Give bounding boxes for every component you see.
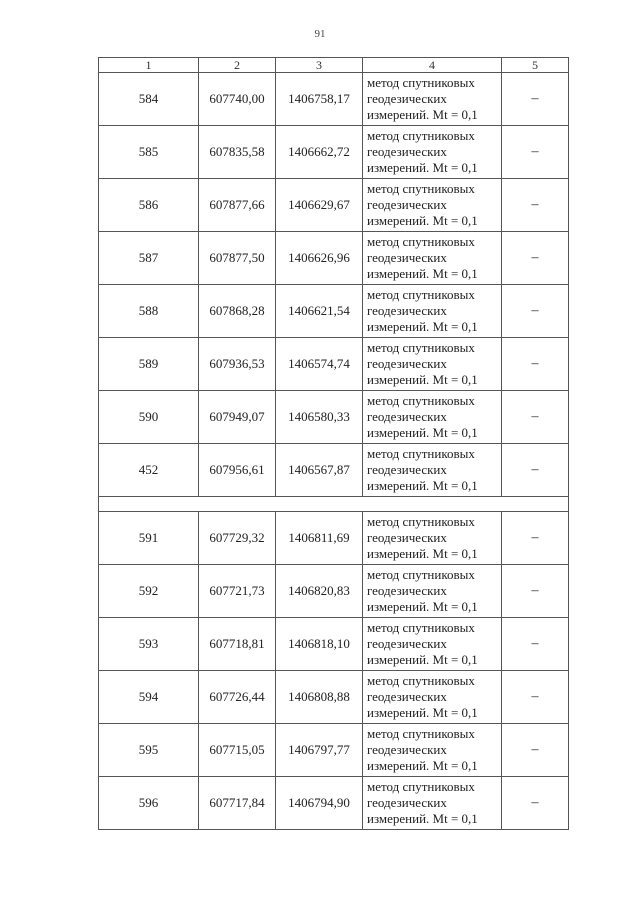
method-line: метод спутниковых: [367, 673, 475, 688]
method-line: геодезических: [367, 409, 447, 424]
empty-value-dash: –: [502, 565, 569, 618]
coordinate-y: 1406621,54: [276, 285, 363, 338]
method-line: метод спутниковых: [367, 287, 475, 302]
coordinate-x: 607729,32: [199, 512, 276, 565]
method-line: метод спутниковых: [367, 514, 475, 529]
method-line: геодезических: [367, 742, 447, 757]
method-line: метод спутниковых: [367, 779, 475, 794]
column-header: 2: [199, 58, 276, 73]
point-number: 587: [99, 232, 199, 285]
empty-value-dash: –: [502, 671, 569, 724]
table-row: [99, 565, 569, 618]
method-line: измерений. Mt = 0,1: [367, 266, 478, 281]
method-line: геодезических: [367, 795, 447, 810]
coordinate-x: 607877,66: [199, 179, 276, 232]
point-number: 584: [99, 73, 199, 126]
coordinate-x: 607726,44: [199, 671, 276, 724]
coordinate-y: 1406662,72: [276, 126, 363, 179]
method-line: измерений. Mt = 0,1: [367, 705, 478, 720]
method-line: измерений. Mt = 0,1: [367, 372, 478, 387]
method-description: [363, 285, 502, 338]
coordinate-y: 1406820,83: [276, 565, 363, 618]
method-line: геодезических: [367, 91, 447, 106]
column-header: 1: [99, 58, 199, 73]
coordinate-y: 1406567,87: [276, 444, 363, 497]
method-description: [363, 444, 502, 497]
coordinate-x: 607835,58: [199, 126, 276, 179]
method-description: [363, 777, 502, 830]
point-number: 588: [99, 285, 199, 338]
table-row: [99, 179, 569, 232]
empty-value-dash: –: [502, 179, 569, 232]
point-number: 591: [99, 512, 199, 565]
method-description: [363, 179, 502, 232]
point-number: 590: [99, 391, 199, 444]
table-row: [99, 444, 569, 497]
column-header: 3: [276, 58, 363, 73]
empty-value-dash: –: [502, 126, 569, 179]
empty-value-dash: –: [502, 232, 569, 285]
coordinate-y: 1406574,74: [276, 338, 363, 391]
table-row: [99, 338, 569, 391]
empty-value-dash: –: [502, 777, 569, 830]
point-number: 585: [99, 126, 199, 179]
coordinate-y: 1406758,17: [276, 73, 363, 126]
method-line: измерений. Mt = 0,1: [367, 546, 478, 561]
method-line: геодезических: [367, 583, 447, 598]
method-description: [363, 338, 502, 391]
column-header: 5: [502, 58, 569, 73]
table-row: [99, 777, 569, 830]
empty-value-dash: –: [502, 73, 569, 126]
table-row: [99, 512, 569, 565]
method-line: геодезических: [367, 303, 447, 318]
coordinate-y: 1406794,90: [276, 777, 363, 830]
method-description: [363, 671, 502, 724]
table-body: [99, 73, 569, 830]
method-line: метод спутниковых: [367, 726, 475, 741]
method-line: измерений. Mt = 0,1: [367, 478, 478, 493]
coordinates-table: [98, 57, 569, 830]
coordinate-x: 607740,00: [199, 73, 276, 126]
method-line: геодезических: [367, 530, 447, 545]
method-line: метод спутниковых: [367, 340, 475, 355]
coordinate-x: 607956,61: [199, 444, 276, 497]
method-line: измерений. Mt = 0,1: [367, 319, 478, 334]
point-number: 594: [99, 671, 199, 724]
empty-value-dash: –: [502, 285, 569, 338]
method-line: метод спутниковых: [367, 393, 475, 408]
coordinate-y: 1406626,96: [276, 232, 363, 285]
method-line: измерений. Mt = 0,1: [367, 758, 478, 773]
coordinate-x: 607868,28: [199, 285, 276, 338]
method-line: геодезических: [367, 250, 447, 265]
empty-value-dash: –: [502, 338, 569, 391]
method-description: [363, 73, 502, 126]
coordinate-y: 1406580,33: [276, 391, 363, 444]
method-line: метод спутниковых: [367, 75, 475, 90]
method-line: геодезических: [367, 144, 447, 159]
empty-value-dash: –: [502, 724, 569, 777]
table-row: [99, 73, 569, 126]
table-row: [99, 285, 569, 338]
method-description: [363, 232, 502, 285]
coordinate-x: 607715,05: [199, 724, 276, 777]
coordinate-x: 607717,84: [199, 777, 276, 830]
coordinate-x: 607721,73: [199, 565, 276, 618]
empty-value-dash: –: [502, 391, 569, 444]
method-line: измерений. Mt = 0,1: [367, 425, 478, 440]
separator-cell: [99, 497, 569, 512]
coordinate-x: 607718,81: [199, 618, 276, 671]
method-line: измерений. Mt = 0,1: [367, 599, 478, 614]
empty-value-dash: –: [502, 618, 569, 671]
coordinate-y: 1406808,88: [276, 671, 363, 724]
method-description: [363, 618, 502, 671]
method-description: [363, 565, 502, 618]
method-line: метод спутниковых: [367, 181, 475, 196]
empty-value-dash: –: [502, 444, 569, 497]
method-line: геодезических: [367, 636, 447, 651]
point-number: 586: [99, 179, 199, 232]
method-line: геодезических: [367, 197, 447, 212]
column-header: 4: [363, 58, 502, 73]
coordinate-y: 1406797,77: [276, 724, 363, 777]
point-number: 593: [99, 618, 199, 671]
table-row: [99, 724, 569, 777]
method-description: [363, 512, 502, 565]
group-separator-row: [99, 497, 569, 512]
table-row: [99, 671, 569, 724]
method-line: метод спутниковых: [367, 620, 475, 635]
coordinate-y: 1406629,67: [276, 179, 363, 232]
method-line: геодезических: [367, 356, 447, 371]
page-number: 91: [314, 28, 326, 40]
method-line: измерений. Mt = 0,1: [367, 652, 478, 667]
method-description: [363, 126, 502, 179]
method-line: измерений. Mt = 0,1: [367, 811, 478, 826]
coordinate-x: 607877,50: [199, 232, 276, 285]
method-description: [363, 391, 502, 444]
empty-value-dash: –: [502, 512, 569, 565]
method-line: геодезических: [367, 462, 447, 477]
table-row: [99, 391, 569, 444]
method-line: измерений. Mt = 0,1: [367, 213, 478, 228]
point-number: 452: [99, 444, 199, 497]
coordinate-y: 1406818,10: [276, 618, 363, 671]
method-line: измерений. Mt = 0,1: [367, 107, 478, 122]
table-row: [99, 126, 569, 179]
table-row: [99, 618, 569, 671]
coordinate-y: 1406811,69: [276, 512, 363, 565]
method-line: метод спутниковых: [367, 128, 475, 143]
coordinate-x: 607936,53: [199, 338, 276, 391]
point-number: 592: [99, 565, 199, 618]
point-number: 589: [99, 338, 199, 391]
point-number: 596: [99, 777, 199, 830]
method-line: метод спутниковых: [367, 567, 475, 582]
point-number: 595: [99, 724, 199, 777]
table-header-row: [99, 58, 569, 73]
method-line: метод спутниковых: [367, 234, 475, 249]
method-line: измерений. Mt = 0,1: [367, 160, 478, 175]
coordinate-x: 607949,07: [199, 391, 276, 444]
method-description: [363, 724, 502, 777]
method-line: геодезических: [367, 689, 447, 704]
method-line: метод спутниковых: [367, 446, 475, 461]
table-row: [99, 232, 569, 285]
